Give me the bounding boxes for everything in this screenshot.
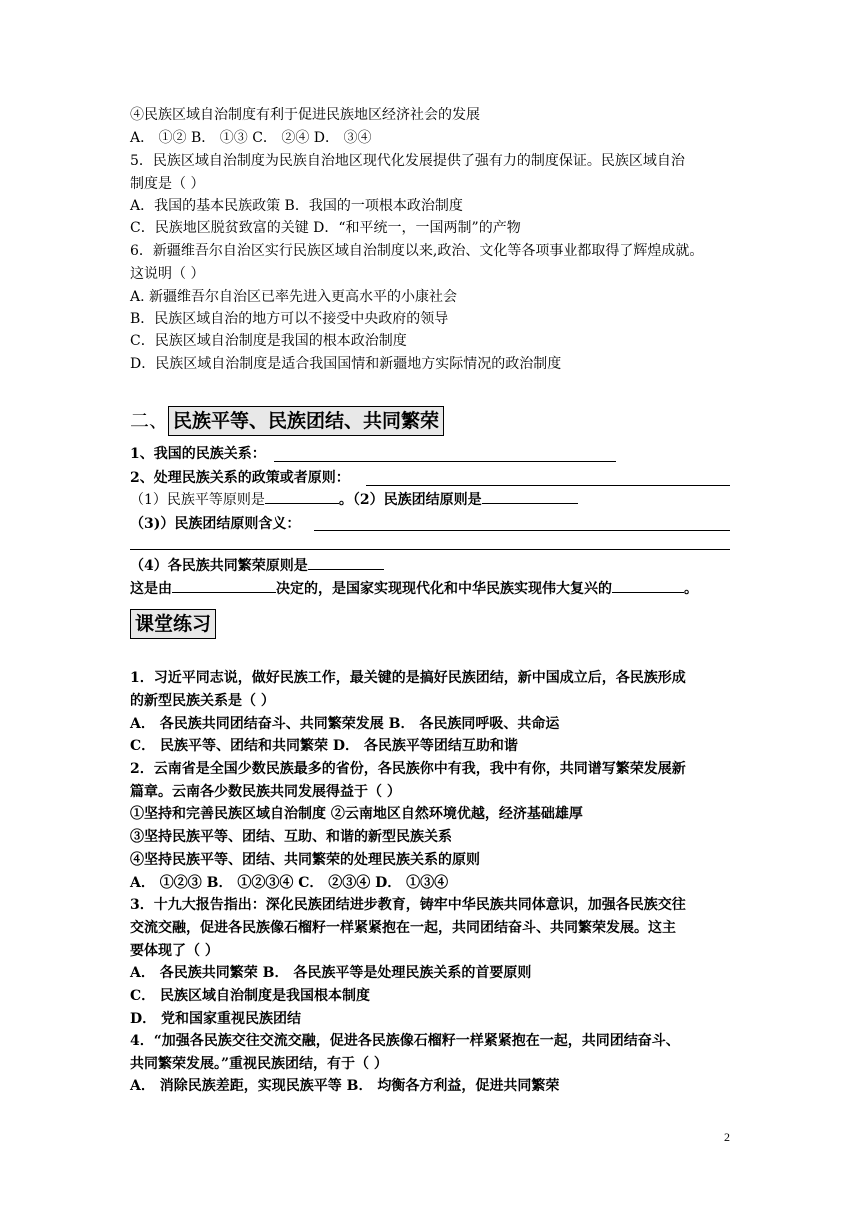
- section-title: 民族平等、民族团结、共同繁荣: [168, 406, 444, 436]
- fill-label: （1）民族平等原则是: [130, 492, 265, 508]
- exercise-2-cont: 篇章。云南各少数民族共同发展得益于（ ）: [130, 784, 401, 800]
- question-6: 6．新疆维吾尔自治区实行民族区域自治制度以来,政治、文化等各项事业都取得了辉煌成就。: [130, 243, 704, 259]
- section-heading: [130, 406, 444, 436]
- answer-option: C． 民族区域自治制度是我国根本制度: [130, 988, 371, 1004]
- blank-line: [612, 579, 684, 593]
- exercise-1-cont: 的新型民族关系是（ ）: [130, 693, 275, 709]
- option-line: ①坚持和完善民族区域自治制度 ②云南地区自然环境优越，经济基础雄厚: [130, 806, 583, 822]
- question-6-cont: 这说明（ ）: [130, 266, 205, 282]
- answer-options: A． 各民族共同团结奋斗、共同繁荣发展 B． 各民族同呼吸、共命运: [130, 716, 560, 732]
- section-heading: [130, 609, 216, 639]
- exercise-3-cont: 要体现了（ ）: [130, 943, 219, 959]
- answer-option: D． 党和国家重视民族团结: [130, 1011, 302, 1027]
- option-line: ④民族区域自治制度有利于促进民族地区经济社会的发展: [130, 107, 480, 123]
- blank-line: [274, 461, 616, 462]
- fill-question-1: 1、我国的民族关系：: [130, 446, 266, 462]
- fill-label: 决定的，是国家实现现代化和中华民族实现伟大复兴的: [276, 581, 612, 597]
- answer-option: C．民族区域自治制度是我国的根本政治制度: [130, 333, 407, 349]
- exercise-1: 1．习近平同志说，做好民族工作，最关键的是搞好民族团结，新中国成立后，各民族形成: [130, 670, 686, 686]
- exercise-3: 3．十九大报告指出：深化民族团结进步教育，铸牢中华民族共同体意识，加强各民族交往: [130, 897, 686, 913]
- fill-label: 这是由: [130, 581, 172, 597]
- answer-options: C．民族地区脱贫致富的关键 D．“和平统一，一国两制”的产物: [130, 220, 521, 236]
- blank-line: [308, 556, 384, 570]
- fill-question-5: [130, 556, 384, 576]
- blank-line: [314, 530, 730, 531]
- question-5-cont: 制度是（ ）: [130, 176, 205, 192]
- fill-question-2: 2、处理民族关系的政策或者原则：: [130, 470, 350, 486]
- blank-line: [130, 549, 730, 550]
- fill-label: （4）各民族共同繁荣原则是: [130, 558, 308, 574]
- exercise-4-cont: 共同繁荣发展。”重视民族团结，有于（ ）: [130, 1056, 388, 1072]
- blank-line: [265, 490, 339, 504]
- exercise-4: 4．“加强各民族交往交流交融，促进各民族像石榴籽一样紧紧抱在一起，共同团结奋斗、: [130, 1033, 680, 1049]
- section-title: 课堂练习: [130, 609, 216, 639]
- blank-line: [172, 579, 276, 593]
- answer-options: A． ①②③ B． ①②③④ C． ②③④ D． ①③④: [130, 875, 449, 891]
- blank-line: [366, 485, 730, 486]
- fill-question-3: [130, 490, 578, 510]
- exercise-3-cont: 交流交融，促进各民族像石榴籽一样紧紧抱在一起，共同团结奋斗、共同繁荣发展。这主: [130, 920, 676, 936]
- blank-line: [482, 490, 578, 504]
- answer-options: A． 各民族共同繁荣 B． 各民族平等是处理民族关系的首要原则: [130, 965, 532, 981]
- fill-question-6: [130, 579, 698, 599]
- answer-options: A．我国的基本民族政策 B．我国的一项根本政治制度: [130, 198, 463, 214]
- question-5: 5．民族区域自治制度为民族自治地区现代化发展提供了强有力的制度保证。民族区域自治: [130, 153, 685, 169]
- answer-options: C． 民族平等、团结和共同繁荣 D． 各民族平等团结互助和谐: [130, 738, 518, 754]
- answer-options: A． ①② B． ①③ C． ②④ D． ③④: [130, 130, 372, 146]
- answer-option: D．民族区域自治制度是适合我国国情和新疆地方实际情况的政治制度: [130, 356, 562, 372]
- section-number: 二、: [130, 410, 169, 432]
- answer-option: A. 新疆维吾尔自治区已率先进入更高水平的小康社会: [130, 289, 458, 305]
- answer-options: A． 消除民族差距，实现民族平等 B． 均衡各方利益，促进共同繁荣: [130, 1078, 560, 1094]
- exercise-2: 2．云南省是全国少数民族最多的省份，各民族你中有我，我中有你，共同谱写繁荣发展新: [130, 761, 686, 777]
- page-number: 2: [724, 1130, 730, 1144]
- answer-option: B．民族区域自治的地方可以不接受中央政府的领导: [130, 311, 449, 327]
- fill-question-4: （3)）民族团结原则含义：: [130, 516, 301, 532]
- option-line: ③坚持民族平等、团结、互助、和谐的新型民族关系: [130, 829, 452, 845]
- option-line: ④坚持民族平等、团结、共同繁荣的处理民族关系的原则: [130, 852, 480, 868]
- fill-label: 。（2）民族团结原则是: [338, 492, 482, 508]
- fill-label: 。: [684, 581, 698, 597]
